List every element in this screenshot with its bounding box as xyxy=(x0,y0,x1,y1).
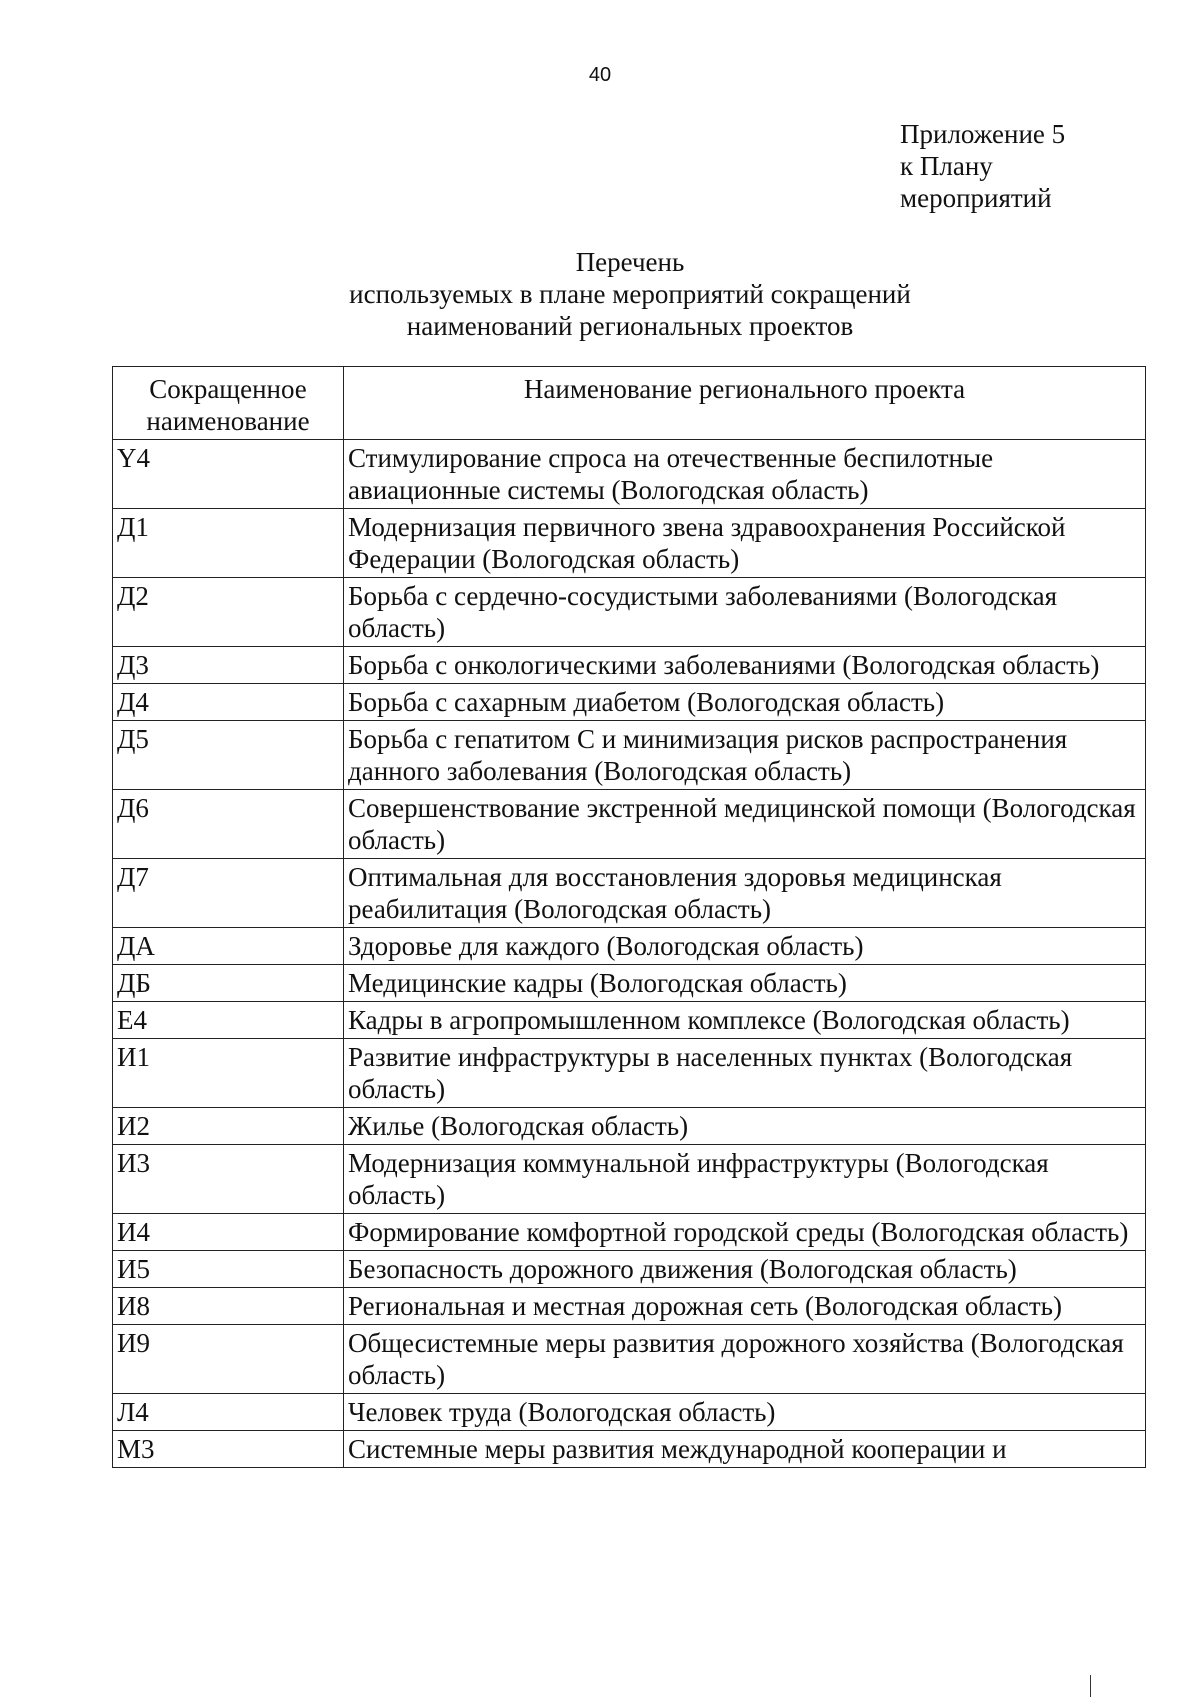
table-row xyxy=(113,1288,1146,1325)
row-project-name: Развитие инфраструктуры в населенных пунктах (Вологодская область) xyxy=(344,1039,1146,1108)
row-abbreviation: Д7 xyxy=(113,859,344,928)
row-project-name: Кадры в агропромышленном комплексе (Вологодская область) xyxy=(344,1002,1146,1039)
table-row xyxy=(113,684,1146,721)
title-line-2: используемых в плане мероприятий сокращений xyxy=(349,279,911,309)
header-abbreviation: Сокращенное наименование xyxy=(113,367,344,440)
row-abbreviation: И2 xyxy=(113,1108,344,1145)
table-row xyxy=(113,509,1146,578)
appendix-line-1: Приложение 5 xyxy=(900,119,1066,149)
row-project-name: Борьба с сердечно-сосудистыми заболеваниями (Вологодская область) xyxy=(344,578,1146,647)
row-abbreviation: ДА xyxy=(113,928,344,965)
appendix-line-3: мероприятий xyxy=(900,183,1052,213)
row-project-name: Общесистемные меры развития дорожного хозяйства (Вологодская область) xyxy=(344,1325,1146,1394)
page-number: 40 xyxy=(588,64,612,86)
row-abbreviation: Д2 xyxy=(113,578,344,647)
row-project-name: Региональная и местная дорожная сеть (Вологодская область) xyxy=(344,1288,1146,1325)
table-row xyxy=(113,1039,1146,1108)
row-project-name: Жилье (Вологодская область) xyxy=(344,1108,1146,1145)
table-row xyxy=(113,578,1146,647)
table-row xyxy=(113,1251,1146,1288)
row-abbreviation: И9 xyxy=(113,1325,344,1394)
table-row xyxy=(113,1145,1146,1214)
row-abbreviation: И4 xyxy=(113,1214,344,1251)
row-abbreviation: Д1 xyxy=(113,509,344,578)
row-abbreviation: Д4 xyxy=(113,684,344,721)
row-project-name: Здоровье для каждого (Вологодская область) xyxy=(344,928,1146,965)
row-abbreviation: Е4 xyxy=(113,1002,344,1039)
title-line-1: Перечень xyxy=(575,247,685,277)
row-project-name: Стимулирование спроса на отечественные беспилотные авиационные системы (Вологодская область) xyxy=(344,440,1146,509)
table-body xyxy=(113,440,1146,1468)
row-project-name: Оптимальная для восстановления здоровья медицинская реабилитация (Вологодская область) xyxy=(344,859,1146,928)
row-abbreviation: Д5 xyxy=(113,721,344,790)
row-abbreviation: Y4 xyxy=(113,440,344,509)
table-header-row xyxy=(113,367,1146,440)
table-row xyxy=(113,721,1146,790)
appendix-note xyxy=(900,118,1065,214)
appendix-line-2: к Плану xyxy=(900,151,993,181)
row-project-name: Борьба с гепатитом С и минимизация рисков распространения данного заболевания (Вологодская область) xyxy=(344,721,1146,790)
row-abbreviation: И8 xyxy=(113,1288,344,1325)
table-row xyxy=(113,965,1146,1002)
table-row xyxy=(113,1214,1146,1251)
row-abbreviation: Д6 xyxy=(113,790,344,859)
row-abbreviation: Д3 xyxy=(113,647,344,684)
row-project-name: Формирование комфортной городской среды (Вологодская область) xyxy=(344,1214,1146,1251)
title-line-3: наименований региональных проектов xyxy=(406,311,854,341)
row-project-name: Медицинские кадры (Вологодская область) xyxy=(344,965,1146,1002)
row-abbreviation: ДБ xyxy=(113,965,344,1002)
row-project-name: Человек труда (Вологодская область) xyxy=(344,1394,1146,1431)
abbreviation-table xyxy=(112,366,1146,1468)
table-row xyxy=(113,1431,1146,1468)
row-project-name: Совершенствование экстренной медицинской помощи (Вологодская область) xyxy=(344,790,1146,859)
row-abbreviation: И1 xyxy=(113,1039,344,1108)
scan-edge-mark xyxy=(1090,1675,1091,1697)
header-project-name: Наименование регионального проекта xyxy=(344,367,1146,440)
row-abbreviation: И3 xyxy=(113,1145,344,1214)
row-project-name: Модернизация коммунальной инфраструктуры (Вологодская область) xyxy=(344,1145,1146,1214)
table-row xyxy=(113,1108,1146,1145)
table-row xyxy=(113,928,1146,965)
table-row xyxy=(113,440,1146,509)
row-project-name: Модернизация первичного звена здравоохранения Российской Федерации (Вологодская область) xyxy=(344,509,1146,578)
table-row xyxy=(113,1394,1146,1431)
row-abbreviation: И5 xyxy=(113,1251,344,1288)
table-row xyxy=(113,1325,1146,1394)
document-title xyxy=(0,246,1200,342)
row-project-name: Системные меры развития международной кооперации и xyxy=(344,1431,1146,1468)
row-abbreviation: Л4 xyxy=(113,1394,344,1431)
table-row xyxy=(113,859,1146,928)
row-project-name: Борьба с онкологическими заболеваниями (Вологодская область) xyxy=(344,647,1146,684)
table-row xyxy=(113,790,1146,859)
row-project-name: Борьба с сахарным диабетом (Вологодская область) xyxy=(344,684,1146,721)
table-row xyxy=(113,1002,1146,1039)
row-project-name: Безопасность дорожного движения (Вологодская область) xyxy=(344,1251,1146,1288)
table-row xyxy=(113,647,1146,684)
row-abbreviation: М3 xyxy=(113,1431,344,1468)
